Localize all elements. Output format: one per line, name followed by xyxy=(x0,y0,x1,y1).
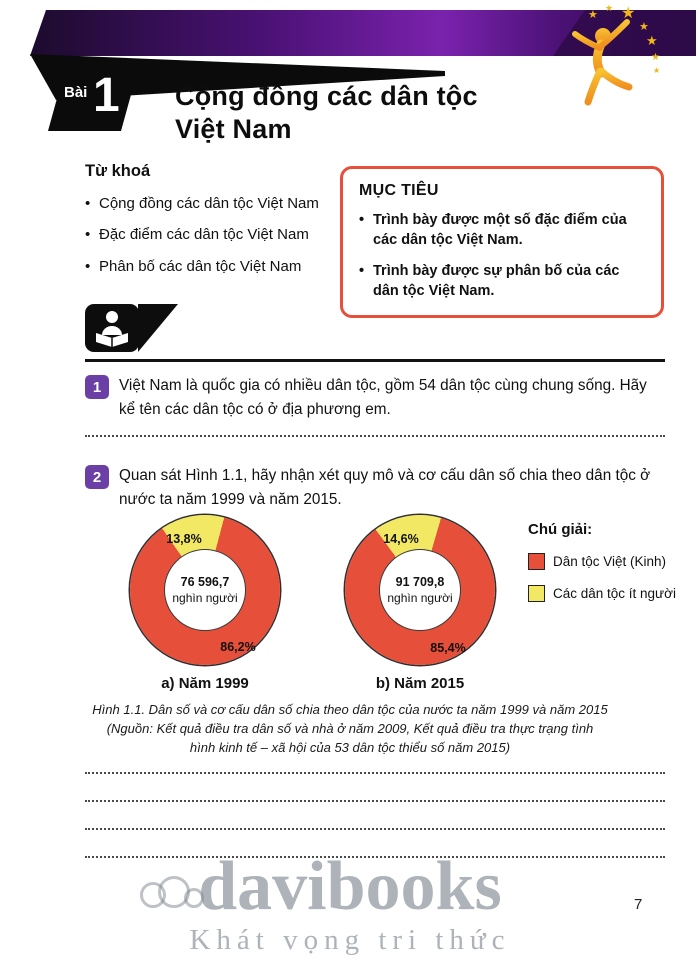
question-2-text: Quan sát Hình 1.1, hãy nhận xét quy mô và cơ cấu dân số chia theo dân tộc ở nước ta năm 1999 và năm 2015. xyxy=(119,467,651,508)
keyword-item: • Cộng đồng các dân tộc Việt Nam xyxy=(85,194,335,214)
page-title xyxy=(175,80,478,146)
figure-leg-front xyxy=(588,71,600,102)
percent-label: 86,2% xyxy=(220,640,256,654)
page-number: 7 xyxy=(634,896,643,913)
answer-dotted-line xyxy=(85,856,665,858)
reading-person-glyph xyxy=(92,309,132,347)
question-1-text: Việt Nam là quốc gia có nhiều dân tộc, gồm 54 dân tộc cùng chung sống. Hãy kể tên các dân tộc có ở địa phương em. xyxy=(119,377,647,418)
legend-item xyxy=(528,553,696,570)
percent-label: 85,4% xyxy=(430,641,466,655)
legend-label: Dân tộc Việt (Kinh) xyxy=(553,554,667,569)
legend-swatch-kinh xyxy=(528,553,545,570)
answer-dotted-line xyxy=(85,772,665,774)
percent-label: 14,6% xyxy=(383,532,419,546)
star-icon: ★ xyxy=(621,3,636,22)
donut-center-value: 76 596,7 xyxy=(180,575,230,589)
question-1-badge: 1 xyxy=(85,375,109,399)
page-title-line2: Việt Nam xyxy=(175,113,292,144)
keywords-block xyxy=(85,162,335,288)
answer-dotted-line xyxy=(85,800,665,802)
lesson-badge-label: Bài xyxy=(64,84,88,101)
reading-person-icon xyxy=(85,304,139,352)
star-icon: ★ xyxy=(605,4,614,14)
star-icon: ★ xyxy=(651,52,660,63)
legend-label: Các dân tộc ít người xyxy=(553,586,676,601)
figure-caption xyxy=(60,701,640,758)
watermark-title: davibooks xyxy=(198,848,502,925)
star-icon: ★ xyxy=(588,8,598,21)
watermark-subtitle: Khát vọng tri thức xyxy=(189,923,511,956)
legend-item xyxy=(528,585,696,602)
watermark-logo-circles xyxy=(140,872,212,920)
objectives-heading: MỤC TIÊU xyxy=(359,182,439,199)
ring-icon xyxy=(184,888,204,908)
keyword-item: • Phân bố các dân tộc Việt Nam xyxy=(85,257,335,277)
ring-icon xyxy=(158,876,190,908)
donut-center-unit: nghìn người xyxy=(387,591,453,605)
star-icon: ★ xyxy=(653,66,661,75)
question-1 xyxy=(85,374,667,421)
objective-item: • Trình bày được một số đặc điểm của các dân tộc Việt Nam. xyxy=(359,210,645,251)
chart-legend xyxy=(528,521,696,617)
objectives-box xyxy=(340,166,664,318)
question-2-badge: 2 xyxy=(85,465,109,489)
reading-strip-wedge xyxy=(138,304,178,352)
star-icon: ★ xyxy=(639,20,649,33)
chart-label-1999: a) Năm 1999 xyxy=(161,675,249,692)
legend-heading: Chú giải: xyxy=(528,521,593,538)
legend-swatch-minorities xyxy=(528,585,545,602)
chart-label-2015: b) Năm 2015 xyxy=(375,675,465,692)
lesson-badge-number: 1 xyxy=(93,69,120,122)
ring-icon xyxy=(140,882,166,908)
answer-dotted-line xyxy=(85,435,665,437)
answer-dotted-line xyxy=(85,828,665,830)
figure-leg-back xyxy=(601,71,629,87)
page-title-line1: Cộng đồng các dân tộc xyxy=(175,81,478,111)
question-2 xyxy=(85,464,667,511)
donut-center-1999 xyxy=(164,549,246,631)
donut-center-value: 91 709,8 xyxy=(395,575,445,589)
watermark xyxy=(0,850,700,957)
keywords-heading: Từ khoá xyxy=(85,162,151,180)
figure-caption-source: (Nguồn: Kết quả điều tra dân số và nhà ở năm 2009, Kết quả điều tra thực trạng tình hình kinh tế – xã hội của 53 dân tộc thiểu số năm 2015) xyxy=(106,720,594,755)
donut-center-2015 xyxy=(379,549,461,631)
objective-item: • Trình bày được sự phân bố của các dân tộc Việt Nam. xyxy=(359,261,645,302)
percent-label: 13,8% xyxy=(166,532,202,546)
figure-caption-title: Hình 1.1. Dân số và cơ cấu dân số chia theo dân tộc của nước ta năm 1999 và năm 2015 xyxy=(92,702,608,717)
keyword-item: • Đặc điểm các dân tộc Việt Nam xyxy=(85,225,335,245)
donut-center-unit: nghìn người xyxy=(172,591,238,605)
section-divider-line xyxy=(85,359,665,362)
star-icon: ★ xyxy=(646,34,658,49)
